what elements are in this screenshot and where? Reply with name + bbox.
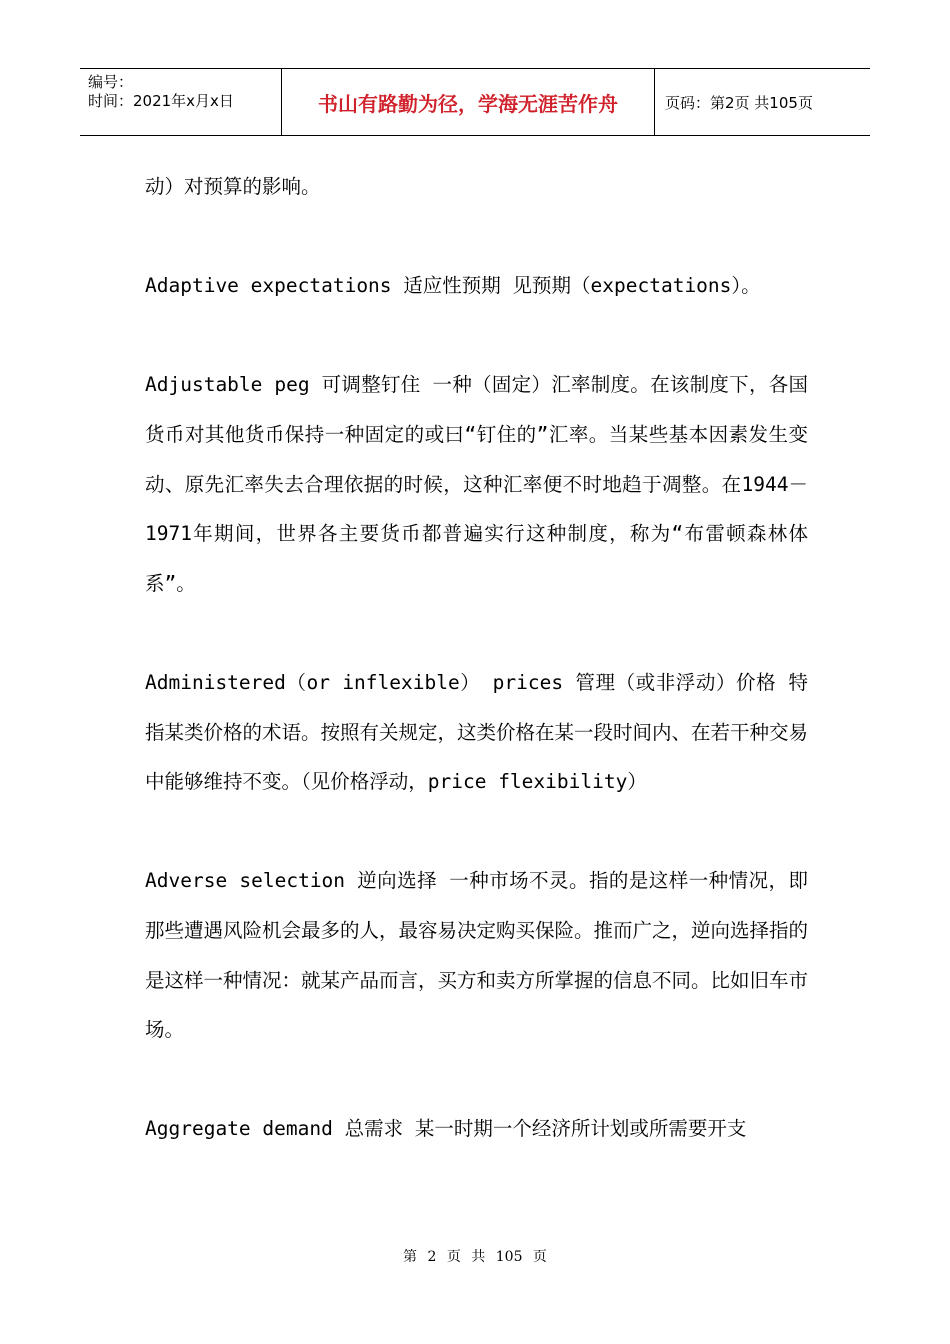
document-time-label: 时间：2021年x月x日: [88, 92, 234, 110]
paragraph-adjustable-peg: Adjustable peg 可调整钉住 一种（固定）汇率制度。在该制度下，各国货币对其他货币保持一种固定的或曰“钉住的”汇率。当某些基本因素发生变动、原先汇率失去合理依据的时候，这种汇率便不时地趋于凋整。在1944－1971年期间，世界各主要货币都普遍实行这种制度，称为“布雷顿森林体系”。: [145, 373, 808, 595]
header-motto: 书山有路勤为径，学海无涯苦作舟: [282, 69, 655, 135]
document-header: [80, 68, 870, 136]
paragraph-administered-prices: Administered（or inflexible） prices 管理（或非浮动）价格 特指某类价格的术语。按照有关规定，这类价格在某一段时间内、在若干种交易中能够维持不变。（见价格浮动，price flexibility）: [145, 670, 809, 794]
page-footer: 第 2 页 共 105 页: [403, 1249, 547, 1265]
header-page-label: 页码：第2页 共105页: [665, 93, 813, 112]
paragraph-1: 动）对预算的影响。: [145, 175, 321, 198]
paragraph-aggregate-demand: Aggregate demand 总需求 某一时期一个经济所计划或所需要开支: [145, 1117, 747, 1141]
paragraph-adverse-selection: Adverse selection 逆向选择 一种市场不灵。指的是这样一种情况，即那些遭遇风险机会最多的人，最容易决定购买保险。推而广之，逆向选择指的是这样一种情况：就某产品而言，买方和卖方所掌握的信息不同。比如旧车市场。: [145, 869, 809, 1042]
paragraph-adaptive-expectations: Adaptive expectations 适应性预期 见预期（expectations）。: [145, 274, 761, 298]
document-number-label: 编号：: [88, 73, 134, 91]
header-meta: [80, 69, 282, 135]
document-body: [145, 162, 808, 1154]
